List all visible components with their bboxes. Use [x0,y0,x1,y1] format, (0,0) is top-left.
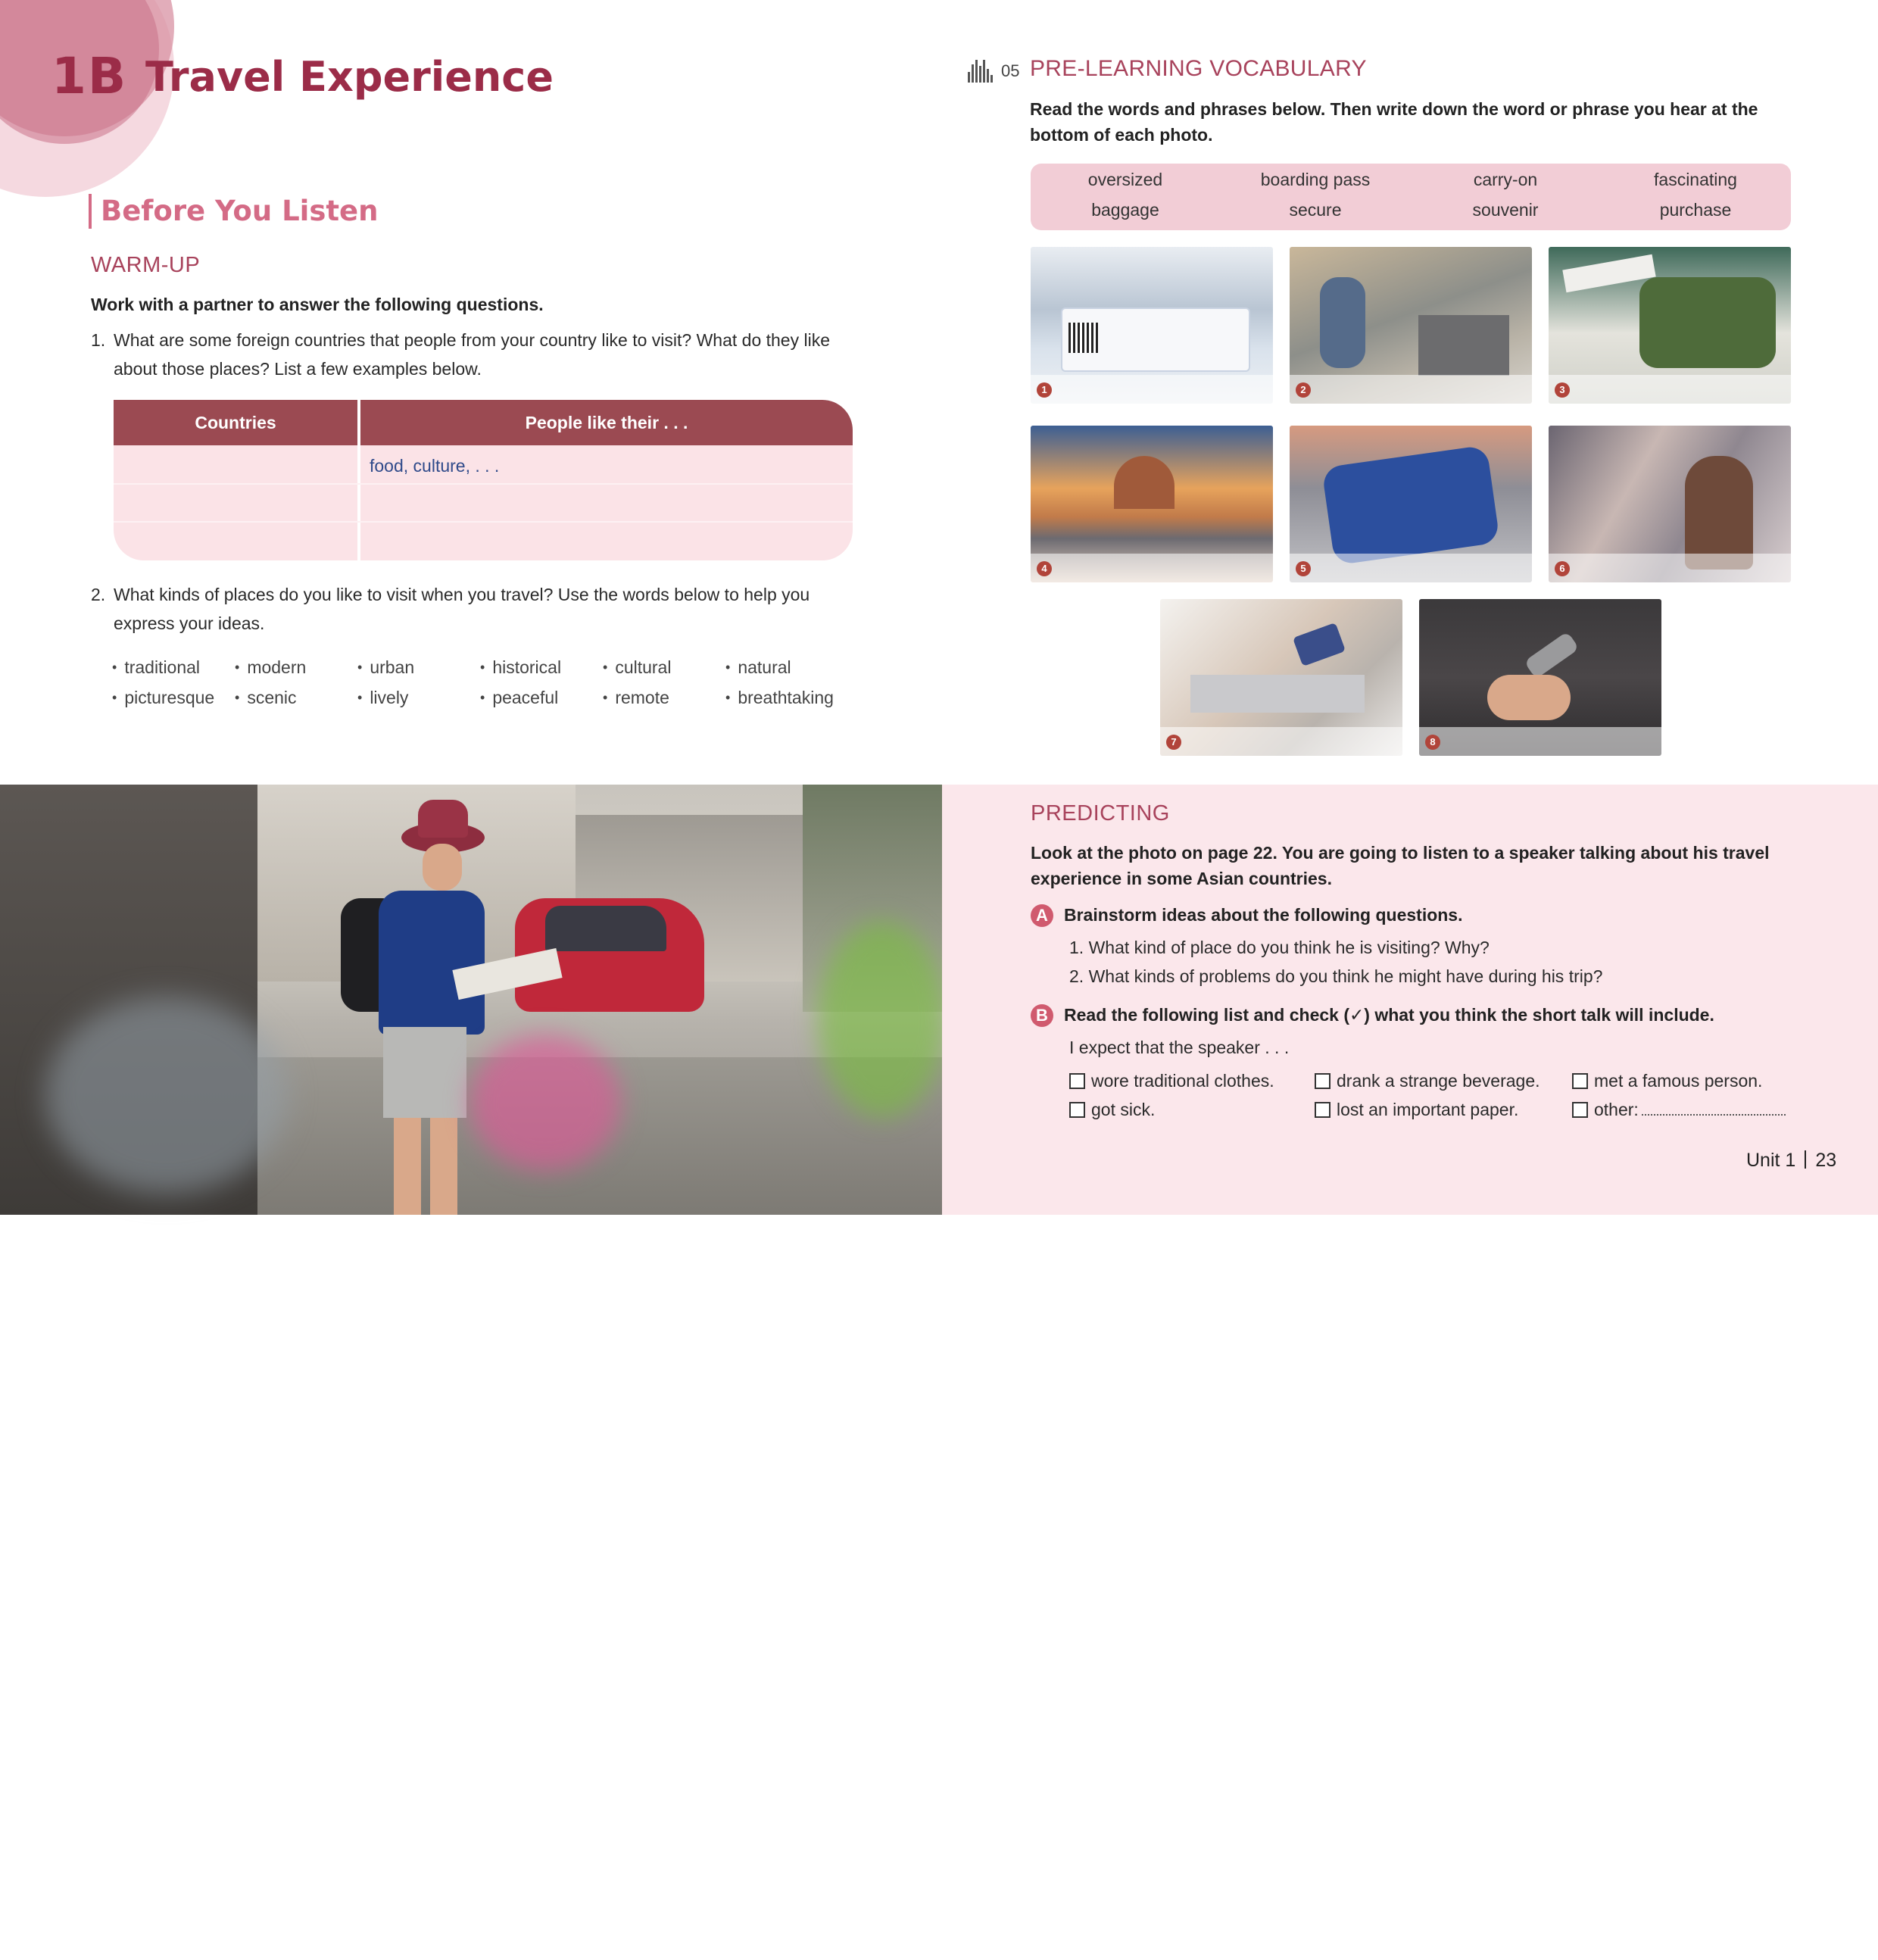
word-item: • breathtaking [725,688,834,708]
table-body [114,445,853,560]
option-label: lost an important paper. [1337,1100,1519,1119]
vocab-photo-luggage-lock [1419,599,1661,756]
option-label: other: [1594,1100,1639,1119]
vocab-photo-blue-suitcase [1290,426,1532,582]
photo-number: 1 [1037,382,1052,398]
question-1 [91,326,830,354]
word-item: • peaceful [480,688,558,708]
book-title: 中階英語聽講練習上冊 [86,1937,276,1958]
check-option[interactable] [1069,1071,1274,1091]
vocab-word: fascinating [1654,170,1737,189]
checkbox[interactable] [1315,1073,1331,1089]
task-a-question: 1. What kind of place do you think he is visiting? Why? [1069,938,1490,957]
checkbox[interactable] [1572,1102,1588,1118]
page-footer-right [1746,1150,1836,1172]
option-label: got sick. [1091,1100,1156,1119]
unit-title: Travel Experience [145,53,554,101]
warmup-instruction: Work with a partner to answer the following questions. [91,295,544,314]
audio-track-icon[interactable] [968,60,994,83]
question-text: What are some foreign countries that people from your country like to visit? What do they like [114,330,830,350]
task-a-text: Brainstorm ideas about the following questions. [1064,905,1463,925]
page-footer-left [45,1933,276,1960]
vocab-word: souvenir [1472,200,1539,220]
vocab-photo-suitcase [1549,247,1791,404]
word-item: • natural [725,657,791,678]
vocab-instruction: Read the words and phrases below. Then write down the word or phrase you hear at the bottom of each photo. [1030,99,1758,145]
check-option[interactable] [1572,1071,1762,1091]
check-option[interactable] [1315,1100,1518,1120]
word-item: • picturesque [112,688,214,708]
unit-code: 1B [51,47,128,105]
question-number: 2. [91,585,106,604]
checkbox[interactable] [1069,1102,1085,1118]
word-item: • historical [480,657,561,678]
task-b-badge: B [1031,1004,1053,1027]
task-b-lead: I expect that the speaker . . . [1069,1038,1290,1057]
predicting-intro-1: Look at the photo on page 22. You are going to listen to a speaker talking about his travel [1031,843,1770,863]
photo-number: 2 [1296,382,1311,398]
predicting-heading: PREDICTING [1031,801,1170,826]
vocab-heading: PRE-LEARNING VOCABULARY [1030,56,1367,81]
photo-number: 3 [1555,382,1570,398]
checkbox[interactable] [1069,1073,1085,1089]
checkbox[interactable] [1315,1102,1331,1118]
vocab-photo-boarding-pass [1031,247,1273,404]
photo-number: 6 [1555,561,1570,576]
question-1-cont: about those places? List a few examples below. [114,359,482,379]
photo-number: 5 [1296,561,1311,576]
vocab-word: carry-on [1473,170,1538,189]
question-number: 1. [91,330,106,350]
question-2-cont: express your ideas. [114,613,265,633]
table-col-people-like: People like their . . . [525,413,688,432]
vocab-photo-airport [1290,247,1532,404]
task-a-question: 2. What kinds of problems do you think he might have during his trip? [1069,966,1603,986]
word-item: • traditional [112,657,200,678]
option-label: met a famous person. [1594,1071,1763,1091]
word-item: • cultural [603,657,671,678]
question-text: What kinds of places do you like to visit when you travel? Use the words below to help you [114,585,810,604]
task-b [1031,1003,1714,1028]
photo-number: 8 [1425,735,1440,750]
vocab-word: baggage [1091,200,1159,220]
vocab-word: secure [1289,200,1342,220]
predicting-intro-2: experience in some Asian countries. [1031,869,1332,888]
warmup-heading: WARM-UP [91,253,201,277]
page-number: 22 [45,1937,67,1958]
word-item: • modern [235,657,306,678]
checkbox[interactable] [1572,1073,1588,1089]
check-option-other[interactable] [1572,1100,1786,1120]
task-b-text: Read the following list and check (✓) what you think the short talk will include. [1064,1005,1714,1025]
section-title: Before You Listen [89,194,378,229]
vocab-photo-souvenir-shop [1549,426,1791,582]
vocab-word: boarding pass [1260,170,1371,189]
table-example-cell: food, culture, . . . [370,456,500,476]
word-item: • urban [357,657,414,678]
table-col-countries: Countries [195,413,276,432]
word-item: • remote [603,688,669,708]
photo-number: 7 [1166,735,1181,750]
vocab-word-box [1031,164,1791,230]
photo-number: 4 [1037,561,1052,576]
word-item: • scenic [235,688,297,708]
check-option[interactable] [1069,1100,1155,1120]
page-number: 23 [1815,1150,1837,1171]
vocab-photo-cityscape [1031,426,1273,582]
option-label: drank a strange beverage. [1337,1071,1540,1091]
countries-table [114,400,853,560]
check-option[interactable] [1315,1071,1540,1091]
task-a-badge: A [1031,904,1053,927]
option-label: wore traditional clothes. [1091,1071,1274,1091]
vocab-word: purchase [1659,200,1732,220]
other-write-in-line[interactable] [1642,1103,1786,1116]
track-number: 05 [1001,61,1020,80]
question-2 [91,580,810,609]
vocab-word: oversized [1087,170,1163,189]
traveler-street-photo [0,785,942,1958]
word-item: • lively [357,688,408,708]
unit-label: Unit 1 [1746,1150,1796,1171]
table-header [114,400,853,445]
vocab-photo-online-purchase [1160,599,1402,756]
task-a [1031,903,1462,928]
